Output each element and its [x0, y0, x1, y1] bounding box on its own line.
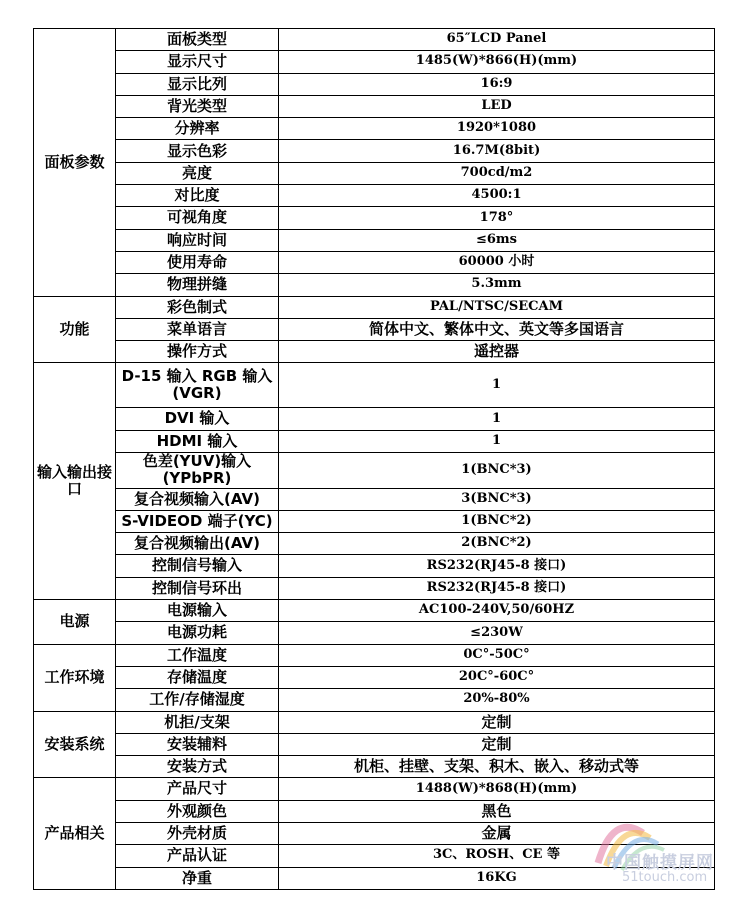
value-cell: 1485(W)*866(H)(mm): [279, 51, 715, 73]
table-row: [34, 118, 715, 140]
parameter-cell: 电源输入: [116, 600, 279, 622]
value-cell: 1: [279, 430, 715, 452]
parameter-cell: 对比度: [116, 185, 279, 207]
table-row: [34, 577, 715, 599]
value-cell: 4500:1: [279, 185, 715, 207]
table-row: [34, 533, 715, 555]
table-row: [34, 666, 715, 688]
parameter-cell: 机拒/支架: [116, 711, 279, 733]
table-row: [34, 711, 715, 733]
value-cell: LED: [279, 95, 715, 117]
parameter-cell: 净重: [116, 867, 279, 889]
parameter-cell: 彩色制式: [116, 296, 279, 318]
watermark-text-en: 51touch.com: [622, 870, 708, 885]
table-row: [34, 689, 715, 711]
value-cell: 定制: [279, 711, 715, 733]
parameter-cell: 分辨率: [116, 118, 279, 140]
value-cell: RS232(RJ45-8 接口): [279, 577, 715, 599]
value-cell: 2(BNC*2): [279, 533, 715, 555]
parameter-cell: D-15 输入 RGB 输入(VGR): [116, 363, 279, 408]
parameter-cell: 物理拼缝: [116, 274, 279, 296]
value-cell: 机柜、挂壁、支架、积木、嵌入、移动式等: [279, 756, 715, 778]
table-row: [34, 622, 715, 644]
parameter-cell: 背光类型: [116, 95, 279, 117]
table-row: [34, 162, 715, 184]
parameter-cell: 外观颜色: [116, 800, 279, 822]
table-row: [34, 756, 715, 778]
category-cell: 面板参数: [34, 29, 116, 297]
parameter-cell: 控制信号环出: [116, 577, 279, 599]
table-row: [34, 488, 715, 510]
value-cell: 定制: [279, 733, 715, 755]
value-cell: 1488(W)*868(H)(mm): [279, 778, 715, 800]
table-row: [34, 644, 715, 666]
value-cell: 金属: [279, 823, 715, 845]
parameter-cell: S-VIDEOD 端子(YC): [116, 510, 279, 532]
parameter-cell: 复合视频输入(AV): [116, 488, 279, 510]
parameter-cell: 操作方式: [116, 341, 279, 363]
parameter-cell: 复合视频输出(AV): [116, 533, 279, 555]
parameter-cell: 色差(YUV)输入(YPbPR): [116, 453, 279, 489]
parameter-cell: 产品尺寸: [116, 778, 279, 800]
table-row: [34, 430, 715, 452]
parameter-cell: 可视角度: [116, 207, 279, 229]
parameter-cell: 使用寿命: [116, 251, 279, 273]
parameter-cell: 显示尺寸: [116, 51, 279, 73]
category-cell: 产品相关: [34, 778, 116, 889]
table-row: [34, 296, 715, 318]
table-row: [34, 185, 715, 207]
table-row: [34, 555, 715, 577]
value-cell: AC100-240V,50/60HZ: [279, 600, 715, 622]
value-cell: 20%-80%: [279, 689, 715, 711]
value-cell: 遥控器: [279, 341, 715, 363]
value-cell: 3(BNC*3): [279, 488, 715, 510]
value-cell: 60000 小时: [279, 251, 715, 273]
value-cell: 65″LCD Panel: [279, 29, 715, 51]
parameter-cell: 安装辅料: [116, 733, 279, 755]
parameter-cell: 亮度: [116, 162, 279, 184]
value-cell: 178°: [279, 207, 715, 229]
table-row: [34, 207, 715, 229]
value-cell: 16KG: [279, 867, 715, 889]
parameter-cell: 外壳材质: [116, 823, 279, 845]
value-cell: 0C°-50C°: [279, 644, 715, 666]
value-cell: 16:9: [279, 73, 715, 95]
parameter-cell: 菜单语言: [116, 318, 279, 340]
parameter-cell: 工作/存储湿度: [116, 689, 279, 711]
value-cell: 700cd/m2: [279, 162, 715, 184]
parameter-cell: DVI 输入: [116, 408, 279, 430]
parameter-cell: 产品认证: [116, 845, 279, 867]
table-row: [34, 29, 715, 51]
table-row: [34, 318, 715, 340]
table-row: [34, 600, 715, 622]
value-cell: 1: [279, 408, 715, 430]
table-row: [34, 140, 715, 162]
table-row: [34, 363, 715, 408]
value-cell: 3C、ROSH、CE 等: [279, 845, 715, 867]
value-cell: PAL/NTSC/SECAM: [279, 296, 715, 318]
table-row: [34, 251, 715, 273]
parameter-cell: 工作温度: [116, 644, 279, 666]
watermark-text-cn: 中国触摸屏网: [606, 853, 714, 873]
table-row: [34, 510, 715, 532]
parameter-cell: 显示色彩: [116, 140, 279, 162]
value-cell: 1920*1080: [279, 118, 715, 140]
value-cell: 黑色: [279, 800, 715, 822]
parameter-cell: 安装方式: [116, 756, 279, 778]
value-cell: 5.3mm: [279, 274, 715, 296]
value-cell: 1(BNC*3): [279, 453, 715, 489]
table-row: [34, 95, 715, 117]
parameter-cell: 显示比列: [116, 73, 279, 95]
value-cell: 16.7M(8bit): [279, 140, 715, 162]
table-row: [34, 229, 715, 251]
spec-table-body: [34, 29, 715, 890]
table-row: [34, 408, 715, 430]
value-cell: 1(BNC*2): [279, 510, 715, 532]
table-row: [34, 733, 715, 755]
parameter-cell: 电源功耗: [116, 622, 279, 644]
table-row: [34, 341, 715, 363]
spec-table: [33, 28, 715, 890]
value-cell: RS232(RJ45-8 接口): [279, 555, 715, 577]
value-cell: ≤6ms: [279, 229, 715, 251]
table-row: [34, 778, 715, 800]
parameter-cell: 存储温度: [116, 666, 279, 688]
value-cell: ≤230W: [279, 622, 715, 644]
table-row: [34, 51, 715, 73]
category-cell: 输入输出接口: [34, 363, 116, 600]
parameter-cell: HDMI 输入: [116, 430, 279, 452]
parameter-cell: 控制信号输入: [116, 555, 279, 577]
value-cell: 简体中文、繁体中文、英文等多国语言: [279, 318, 715, 340]
table-row: [34, 274, 715, 296]
value-cell: 20C°-60C°: [279, 666, 715, 688]
category-cell: 电源: [34, 600, 116, 645]
category-cell: 安装系统: [34, 711, 116, 778]
category-cell: 功能: [34, 296, 116, 363]
table-row: [34, 73, 715, 95]
parameter-cell: 面板类型: [116, 29, 279, 51]
value-cell: 1: [279, 363, 715, 408]
parameter-cell: 响应时间: [116, 229, 279, 251]
category-cell: 工作环境: [34, 644, 116, 711]
table-row: [34, 453, 715, 489]
